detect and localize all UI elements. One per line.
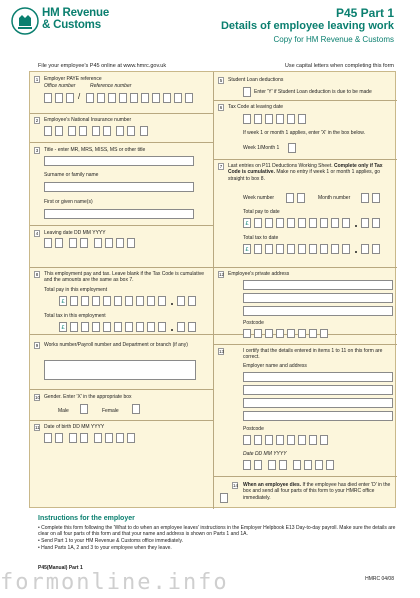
s1-slash: / bbox=[78, 92, 81, 101]
month-number-box[interactable] bbox=[372, 193, 380, 203]
employer-postcode-box[interactable] bbox=[287, 435, 295, 445]
s3-first-label: First or given name(s) bbox=[44, 199, 93, 205]
s2-ni-box[interactable] bbox=[140, 126, 148, 136]
leaving-date-box[interactable] bbox=[94, 238, 102, 248]
pay-in-employment-box[interactable] bbox=[158, 296, 166, 306]
cert-date-box[interactable] bbox=[268, 460, 276, 470]
pay-to-date-box[interactable] bbox=[287, 218, 295, 228]
s8-label: This employment pay and tax. Leave blank if the Tax Code is cumulative and the amounts are the same as box 7. bbox=[44, 271, 204, 284]
cert-date-box[interactable] bbox=[326, 460, 334, 470]
s12-label: Employee's private address bbox=[228, 271, 290, 277]
tax-code-box[interactable] bbox=[298, 114, 306, 124]
cert-date-box[interactable] bbox=[279, 460, 287, 470]
tax-code-box[interactable] bbox=[276, 114, 284, 124]
dob-box[interactable] bbox=[127, 433, 135, 443]
student-loan-box[interactable] bbox=[243, 87, 251, 97]
postcode-box[interactable] bbox=[287, 329, 295, 338]
section-number: 9 bbox=[35, 343, 39, 348]
s13-label: I certify that the details entered in items 1 to 11 on this form are correct. bbox=[243, 348, 383, 361]
s2-ni-box[interactable] bbox=[92, 126, 100, 136]
leaving-date-box[interactable] bbox=[44, 238, 52, 248]
tax-to-date-box[interactable] bbox=[254, 244, 262, 254]
tax-in-employment-box[interactable] bbox=[92, 322, 100, 332]
s1-office-box[interactable] bbox=[66, 93, 74, 103]
postcode-box[interactable] bbox=[309, 329, 317, 338]
pay-in-employment-box[interactable] bbox=[114, 296, 122, 306]
subheader-right: Use capital letters when completing this form bbox=[284, 63, 394, 69]
employer-postcode-box[interactable] bbox=[276, 435, 284, 445]
pay-in-employment-box[interactable] bbox=[147, 296, 155, 306]
s7-week-label: Week number bbox=[243, 195, 275, 201]
s1-ref-box[interactable] bbox=[141, 93, 149, 103]
tax-in-employment-box[interactable] bbox=[103, 322, 111, 332]
week-number-box[interactable] bbox=[297, 193, 305, 203]
pay-in-employment-pence-box[interactable] bbox=[177, 296, 185, 306]
section-number: 11 bbox=[35, 425, 40, 430]
tax-code-box[interactable] bbox=[287, 114, 295, 124]
watermark: formonline.info bbox=[0, 570, 229, 595]
form-code: P45 Part 1 bbox=[335, 6, 394, 20]
s3-surname-label: Surname or family name bbox=[44, 172, 99, 178]
tax-to-date-box[interactable] bbox=[298, 244, 306, 254]
s2-ni-box[interactable] bbox=[79, 126, 87, 136]
dob-box[interactable] bbox=[55, 433, 63, 443]
cert-date-box[interactable] bbox=[254, 460, 262, 470]
s2-ni-box[interactable] bbox=[44, 126, 52, 136]
employer-address-field[interactable] bbox=[243, 385, 393, 395]
s8-tax-label: Total tax in this employment bbox=[44, 313, 106, 319]
pay-in-employment-box[interactable] bbox=[136, 296, 144, 306]
decimal-point bbox=[355, 225, 357, 227]
tax-code-box[interactable] bbox=[243, 114, 251, 124]
dob-box[interactable] bbox=[69, 433, 77, 443]
tax-in-employment-pence-box[interactable] bbox=[177, 322, 185, 332]
s1-ref-box[interactable] bbox=[152, 93, 160, 103]
works-number-field[interactable] bbox=[44, 360, 196, 380]
tax-in-employment-box[interactable] bbox=[136, 322, 144, 332]
tax-in-employment-box[interactable] bbox=[81, 322, 89, 332]
tax-in-employment-box[interactable] bbox=[70, 322, 78, 332]
tax-code-box[interactable] bbox=[265, 114, 273, 124]
postcode-box[interactable] bbox=[265, 329, 273, 338]
pay-to-date-box[interactable] bbox=[309, 218, 317, 228]
s10-label: Gender. Enter 'X' in the appropriate box bbox=[44, 394, 132, 400]
instruction-item: • Send Part 1 to your HM Revenue & Customs office immediately. bbox=[38, 538, 183, 544]
pound-sign: £ bbox=[243, 218, 251, 228]
section-number: 10 bbox=[35, 395, 41, 400]
leaving-date-box[interactable] bbox=[55, 238, 63, 248]
s6-label: Tax Code at leaving date bbox=[228, 104, 284, 110]
employer-postcode-box[interactable] bbox=[309, 435, 317, 445]
deceased-box[interactable] bbox=[220, 493, 228, 503]
footer-form-code: P45(Manual) Part 1 bbox=[38, 565, 83, 571]
employer-postcode-box[interactable] bbox=[320, 435, 328, 445]
s1-ref-box[interactable] bbox=[130, 93, 138, 103]
s4-label: Leaving date DD MM YYYY bbox=[44, 230, 106, 236]
employer-postcode-box[interactable] bbox=[243, 435, 251, 445]
first-name-field[interactable] bbox=[44, 209, 194, 219]
s1-ref-box[interactable] bbox=[108, 93, 116, 103]
decimal-point bbox=[171, 303, 173, 305]
section-number: 7 bbox=[219, 164, 223, 169]
section-number: 4 bbox=[35, 231, 39, 236]
s2-ni-box[interactable] bbox=[68, 126, 76, 136]
pay-to-date-pence-box[interactable] bbox=[372, 218, 380, 228]
s1-ref-box[interactable] bbox=[86, 93, 94, 103]
section-number: 8 bbox=[35, 272, 39, 277]
tax-to-date-pence-box[interactable] bbox=[361, 244, 369, 254]
section-number: 14 bbox=[233, 483, 239, 488]
section-number: 5 bbox=[219, 78, 223, 83]
tax-in-employment-box[interactable] bbox=[114, 322, 122, 332]
section-number: 12 bbox=[219, 272, 225, 277]
s2-ni-box[interactable] bbox=[55, 126, 63, 136]
s1-office-box[interactable] bbox=[55, 93, 63, 103]
title-field[interactable] bbox=[44, 156, 194, 166]
section-number: 13 bbox=[219, 349, 225, 354]
s7-label: Last entries on P11 Deductions Working Sheet. Complete only if Tax Code is cumulative. Make no entry if week 1 or month 1 applies, go straight to box 8. bbox=[228, 163, 383, 182]
week1-box[interactable] bbox=[288, 143, 296, 153]
dob-box[interactable] bbox=[80, 433, 88, 443]
address-line-field[interactable] bbox=[243, 293, 393, 303]
pay-to-date-box[interactable] bbox=[320, 218, 328, 228]
instruction-item: • Hand Parts 1A, 2 and 3 to your employee when they leave. bbox=[38, 545, 172, 551]
tax-to-date-box[interactable] bbox=[342, 244, 350, 254]
postcode-box[interactable] bbox=[320, 329, 328, 338]
cert-date-box[interactable] bbox=[315, 460, 323, 470]
footer-version: HMRC 04/08 bbox=[365, 576, 394, 582]
postcode-box[interactable] bbox=[298, 329, 306, 338]
tax-code-box[interactable] bbox=[254, 114, 262, 124]
copy-for: Copy for HM Revenue & Customs bbox=[273, 35, 394, 44]
pay-in-employment-box[interactable] bbox=[81, 296, 89, 306]
female-box[interactable] bbox=[132, 404, 140, 414]
postcode-box[interactable] bbox=[254, 329, 262, 338]
tax-in-employment-box[interactable] bbox=[158, 322, 166, 332]
pay-to-date-box[interactable] bbox=[265, 218, 273, 228]
s13-date-label: Date DD MM YYYY bbox=[243, 451, 287, 457]
male-box[interactable] bbox=[80, 404, 88, 414]
pay-to-date-box[interactable] bbox=[298, 218, 306, 228]
instruction-item: • Complete this form following the 'What to do when an employee leaves' instructions in the Employer Helpbook E13 Day-to-day payroll. Make sure the details are clear on all four parts of this form and that your name and address is shown on Parts 1 and 1A. bbox=[38, 525, 396, 537]
s1-office-box[interactable] bbox=[44, 93, 52, 103]
cert-date-box[interactable] bbox=[243, 460, 251, 470]
decimal-point bbox=[355, 251, 357, 253]
dob-box[interactable] bbox=[44, 433, 52, 443]
s6-week-label: Week 1/Month 1 bbox=[243, 145, 280, 151]
section-number: 6 bbox=[219, 105, 223, 110]
pay-in-employment-box[interactable] bbox=[103, 296, 111, 306]
employer-address-field[interactable] bbox=[243, 411, 393, 421]
s5-label: Student Loan deductions bbox=[228, 77, 284, 83]
surname-field[interactable] bbox=[44, 182, 194, 192]
tax-in-employment-pence-box[interactable] bbox=[188, 322, 196, 332]
section-number: 1 bbox=[35, 77, 39, 82]
leaving-date-box[interactable] bbox=[80, 238, 88, 248]
employer-postcode-box[interactable] bbox=[298, 435, 306, 445]
s13-employer-label: Employer name and address bbox=[243, 363, 307, 369]
leaving-date-box[interactable] bbox=[127, 238, 135, 248]
address-line-field[interactable] bbox=[243, 280, 393, 290]
s8-pay-label: Total pay in this employment bbox=[44, 287, 108, 293]
pound-sign: £ bbox=[59, 296, 67, 306]
s1-ref-box[interactable] bbox=[119, 93, 127, 103]
dob-box[interactable] bbox=[105, 433, 113, 443]
logo-line1: HM Revenue bbox=[42, 7, 110, 19]
tax-to-date-box[interactable] bbox=[320, 244, 328, 254]
s2-ni-box[interactable] bbox=[116, 126, 124, 136]
employer-postcode-box[interactable] bbox=[254, 435, 262, 445]
tax-to-date-pence-box[interactable] bbox=[372, 244, 380, 254]
form-panel bbox=[29, 71, 396, 508]
cert-date-box[interactable] bbox=[304, 460, 312, 470]
pay-in-employment-pence-box[interactable] bbox=[188, 296, 196, 306]
s1-ref-box[interactable] bbox=[97, 93, 105, 103]
s1-office-label: Office number bbox=[44, 83, 76, 89]
decimal-point bbox=[171, 329, 173, 331]
employer-postcode-box[interactable] bbox=[265, 435, 273, 445]
s14-label: When an employee dies. If the employee has died enter 'D' in the box and send all four parts of this form to your HMRC office immediately. bbox=[243, 482, 391, 501]
s1-ref-box[interactable] bbox=[174, 93, 182, 103]
pound-sign: £ bbox=[243, 244, 251, 254]
section-number: 3 bbox=[35, 148, 39, 153]
month-number-box[interactable] bbox=[361, 193, 369, 203]
pound-sign: £ bbox=[59, 322, 67, 332]
s2-ni-box[interactable] bbox=[127, 126, 135, 136]
s10-male-label: Male bbox=[58, 408, 69, 414]
s2-label: Employee's National Insurance number bbox=[44, 117, 132, 123]
tax-to-date-box[interactable] bbox=[309, 244, 317, 254]
s1-ref-label: Reference number bbox=[90, 83, 132, 89]
tax-in-employment-box[interactable] bbox=[147, 322, 155, 332]
s7-pay-label: Total pay to date bbox=[243, 209, 280, 215]
tax-to-date-box[interactable] bbox=[265, 244, 273, 254]
s2-ni-box[interactable] bbox=[103, 126, 111, 136]
s10-female-label: Female bbox=[102, 408, 119, 414]
tax-to-date-box[interactable] bbox=[287, 244, 295, 254]
pay-in-employment-box[interactable] bbox=[125, 296, 133, 306]
dob-box[interactable] bbox=[94, 433, 102, 443]
section-number: 2 bbox=[35, 118, 39, 123]
logo-line2: & Customs bbox=[42, 19, 101, 31]
s9-label: Works number/Payroll number and Department or branch (if any) bbox=[44, 342, 188, 348]
address-line-field[interactable] bbox=[243, 306, 393, 316]
page-title: Details of employee leaving work bbox=[220, 20, 394, 32]
pay-in-employment-box[interactable] bbox=[92, 296, 100, 306]
pay-to-date-pence-box[interactable] bbox=[361, 218, 369, 228]
s6-note: If week 1 or month 1 applies, enter 'X' in the box below. bbox=[243, 130, 365, 136]
s5-note: Enter 'Y' if Student Loan deduction is due to be made bbox=[254, 89, 372, 95]
tax-in-employment-box[interactable] bbox=[125, 322, 133, 332]
s12-postcode-label: Postcode bbox=[243, 320, 264, 326]
subheader-left: File your employee's P45 online at www.hmrc.gov.uk bbox=[38, 63, 167, 69]
tax-to-date-box[interactable] bbox=[331, 244, 339, 254]
leaving-date-box[interactable] bbox=[69, 238, 77, 248]
postcode-box[interactable] bbox=[276, 329, 284, 338]
postcode-box[interactable] bbox=[243, 329, 251, 338]
instructions-title: Instructions for the employer bbox=[38, 515, 135, 522]
s13-postcode-label: Postcode bbox=[243, 426, 264, 432]
s7-month-label: Month number bbox=[318, 195, 351, 201]
cert-date-box[interactable] bbox=[293, 460, 301, 470]
pay-to-date-box[interactable] bbox=[331, 218, 339, 228]
s3-label: Title - enter MR, MRS, MISS, MS or other title bbox=[44, 147, 146, 153]
s7-tax-label: Total tax to date bbox=[243, 235, 279, 241]
pay-to-date-box[interactable] bbox=[254, 218, 262, 228]
dob-box[interactable] bbox=[116, 433, 124, 443]
s1-label: Employer PAYE reference bbox=[44, 76, 102, 82]
pay-in-employment-box[interactable] bbox=[70, 296, 78, 306]
pay-to-date-box[interactable] bbox=[276, 218, 284, 228]
hmrc-crest-icon bbox=[10, 6, 40, 36]
pay-to-date-box[interactable] bbox=[342, 218, 350, 228]
s11-label: Date of birth DD MM YYYY bbox=[44, 424, 105, 430]
leaving-date-box[interactable] bbox=[105, 238, 113, 248]
tax-to-date-box[interactable] bbox=[276, 244, 284, 254]
leaving-date-box[interactable] bbox=[116, 238, 124, 248]
employer-address-field[interactable] bbox=[243, 398, 393, 408]
s1-ref-box[interactable] bbox=[185, 93, 193, 103]
s1-ref-box[interactable] bbox=[163, 93, 171, 103]
employer-address-field[interactable] bbox=[243, 372, 393, 382]
week-number-box[interactable] bbox=[286, 193, 294, 203]
